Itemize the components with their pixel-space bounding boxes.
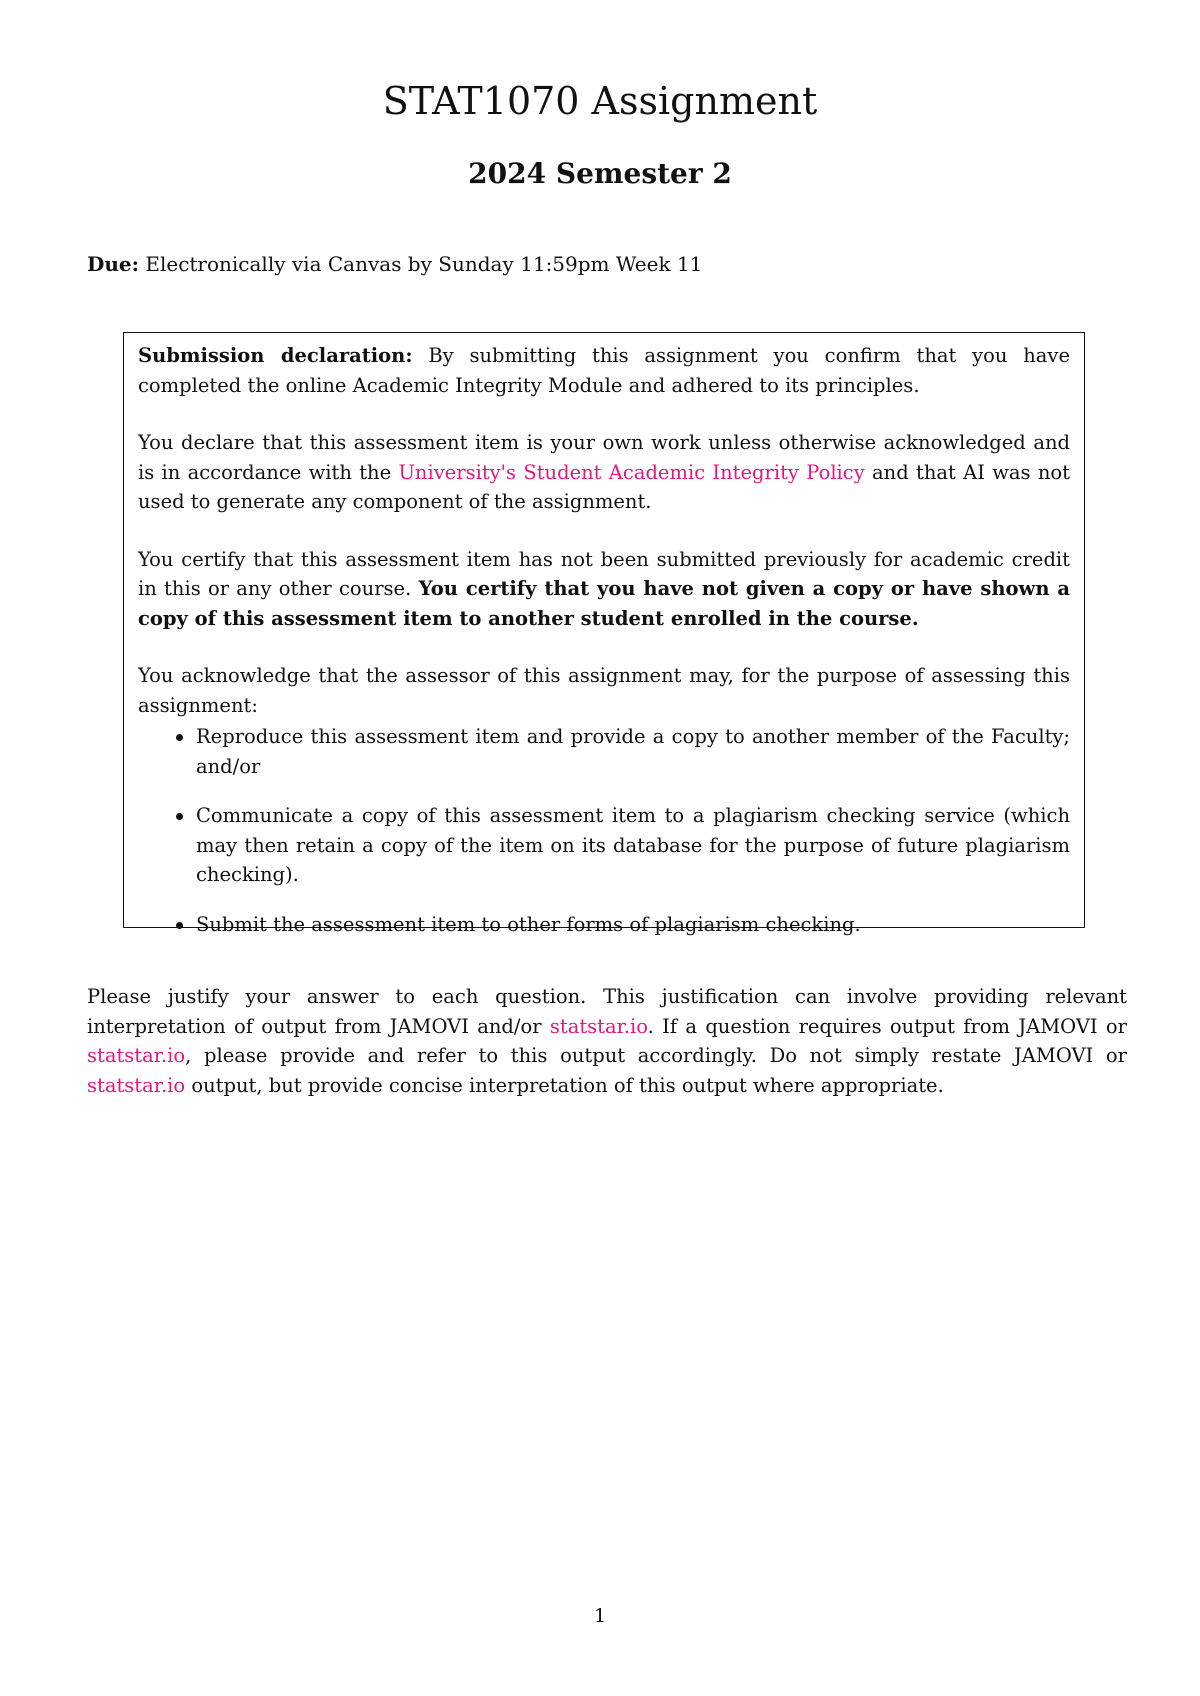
declaration-p3-plain: You certify that this assessment item has not been submitted previously for academic credit in this or any other course.: [138, 547, 1070, 600]
due-label: Due:: [87, 252, 139, 276]
declaration-paragraph-1: [138, 341, 1070, 400]
submission-declaration-box: [123, 332, 1085, 936]
due-line: [87, 250, 702, 278]
declaration-p4-text: You acknowledge that the assessor of this assignment may, for the purpose of assessing this assignment:: [138, 664, 1070, 717]
declaration-p2-before: You declare that this assessment item is your own work unless otherwise acknowledged and is in accordance with the: [138, 431, 1070, 484]
instructions-part-2: . If a question requires output from JAMOVI or: [647, 1014, 1127, 1038]
page-number: 1: [593, 1605, 607, 1627]
due-text: Electronically via Canvas by Sunday 11:59pm Week 11: [145, 252, 703, 276]
document-title: STAT1070 Assignment: [382, 79, 818, 123]
instructions-part-3: , please provide and refer to this output accordingly. Do not simply restate JAMOVI or: [185, 1044, 1127, 1067]
bullet-icon: [176, 813, 183, 820]
declaration-paragraph-4: [138, 661, 1070, 720]
list-item-text: Communicate a copy of this assessment item to a plagiarism checking service (which may then retain a copy of the item on its database for the purpose of future plagiarism checking).: [196, 804, 1070, 886]
instructions-part-1: Please justify your answer to each question. This justification can involve providing relevant interpretation of output from JAMOVI and/or: [87, 985, 1127, 1038]
declaration-p1-text: By submitting this assignment you confirm that you have completed the online Academic Integrity Module and adhered to its principles.: [138, 344, 1070, 397]
list-item: [176, 801, 1070, 890]
list-item: [176, 910, 1070, 940]
academic-integrity-policy-link[interactable]: University's Student Academic Integrity Policy: [398, 460, 865, 484]
list-item: [176, 722, 1070, 781]
declaration-paragraph-3: [138, 545, 1070, 634]
instructions-part-4: output, but provide concise interpretation of this output where appropriate.: [185, 1073, 944, 1097]
bullet-icon: [176, 922, 183, 929]
assessor-permissions-list: [138, 722, 1070, 939]
list-item-text: Submit the assessment item to other forms of plagiarism checking.: [196, 912, 861, 936]
instructions-paragraph: [87, 982, 1127, 1100]
declaration-p3-bold: You certify that you have not given a copy or have shown a copy of this assessment item to another student enrolled in the course.: [138, 577, 1070, 630]
document-subtitle: 2024 Semester 2: [468, 157, 732, 190]
declaration-p2-after: and that AI was not used to generate any component of the assignment.: [138, 460, 1071, 513]
list-item-text: Reproduce this assessment item and provide a copy to another member of the Faculty; and/or: [196, 725, 1070, 778]
bullet-icon: [176, 734, 183, 741]
declaration-heading: Submission declaration:: [138, 344, 413, 367]
statstar-link-2[interactable]: statstar.io: [87, 1044, 186, 1067]
declaration-paragraph-2: [138, 428, 1070, 517]
statstar-link-1[interactable]: statstar.io: [549, 1014, 648, 1038]
statstar-link-3[interactable]: statstar.io: [87, 1073, 186, 1097]
